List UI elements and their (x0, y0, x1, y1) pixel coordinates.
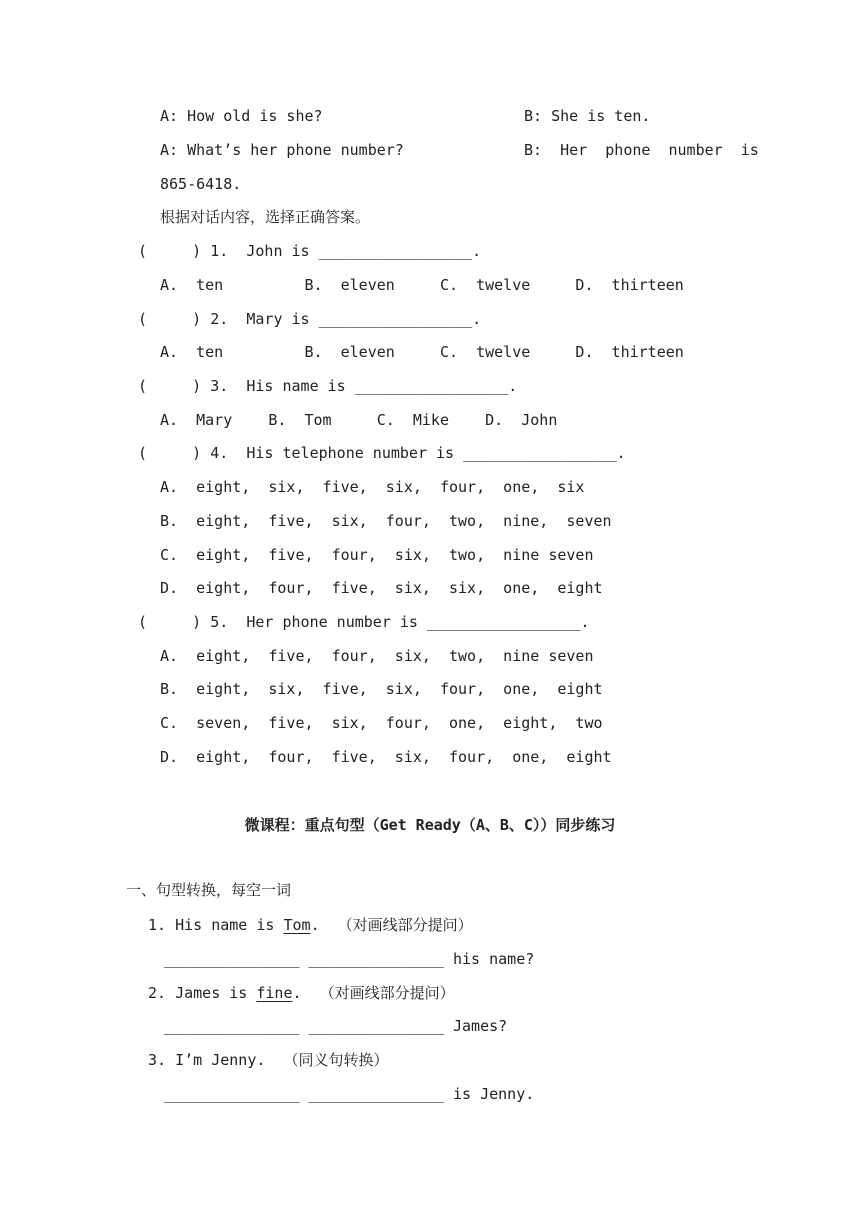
part1-item-3 (148, 1050, 388, 1070)
question-5-option-a: A. eight, five, four, six, two, nine seven (160, 647, 594, 665)
question-5-option-d: D. eight, four, five, six, four, one, eight (160, 748, 612, 766)
question-1-options: A. ten B. eleven C. twelve D. thirteen (160, 276, 684, 294)
question-3-stem: ( ) 3. His name is _________________. (138, 377, 518, 395)
dialogue-line-b2: B: Her phone number is (524, 141, 759, 159)
question-4-option-b: B. eight, five, six, four, two, nine, seven (160, 512, 612, 530)
item-text-post: . （对画线部分提问） (310, 916, 473, 934)
dialogue-line-a1: A: How old is she? (160, 107, 323, 125)
question-4-option-a: A. eight, six, five, six, four, one, six (160, 478, 585, 496)
part1-item-3-answer-line: _______________ _______________ is Jenny. (164, 1085, 535, 1103)
item-text-pre: James is (175, 984, 257, 1002)
dialogue-line-b1: B: She is ten. (524, 107, 651, 125)
question-2-options: A. ten B. eleven C. twelve D. thirteen (160, 343, 684, 361)
part1-heading: 一、句型转换，每空一词 (126, 881, 292, 899)
underlined-word: fine (256, 984, 293, 1002)
item-text-post: . （对画线部分提问） (292, 984, 455, 1002)
question-4-option-d: D. eight, four, five, six, six, one, eight (160, 579, 603, 597)
question-5-option-b: B. eight, six, five, six, four, one, eight (160, 680, 603, 698)
dialogue-line-b2-continued: 865-6418. (160, 175, 242, 193)
part1-item-1-answer-line: _______________ _______________ his name? (164, 950, 535, 968)
item-text-pre: His name is (175, 916, 284, 934)
section-title: 微课程：重点句型（Get Ready（A、B、C））同步练习 (244, 816, 616, 834)
question-5-stem: ( ) 5. Her phone number is _________________. (138, 613, 590, 631)
question-5-option-c: C. seven, five, six, four, one, eight, two (160, 714, 603, 732)
question-4-option-c: C. eight, five, four, six, two, nine seven (160, 546, 594, 564)
part1-item-1 (148, 915, 473, 935)
item-number: 1. (148, 916, 167, 934)
part1-item-2-answer-line: _______________ _______________ James? (164, 1017, 508, 1035)
part1-item-2 (148, 983, 455, 1003)
question-1-stem: ( ) 1. John is _________________. (138, 242, 482, 260)
question-4-stem: ( ) 4. His telephone number is _________________. (138, 444, 626, 462)
question-3-options: A. Mary B. Tom C. Mike D. John (160, 411, 558, 429)
dialogue-line-a2: A: What’s her phone number? (160, 141, 404, 159)
item-text-pre: I’m Jenny. （同义句转换） (175, 1051, 389, 1069)
item-number: 2. (148, 984, 167, 1002)
item-number: 3. (148, 1051, 167, 1069)
underlined-word: Tom (283, 916, 311, 934)
question-2-stem: ( ) 2. Mary is _________________. (138, 310, 482, 328)
instruction-text: 根据对话内容，选择正确答案。 (160, 208, 371, 226)
